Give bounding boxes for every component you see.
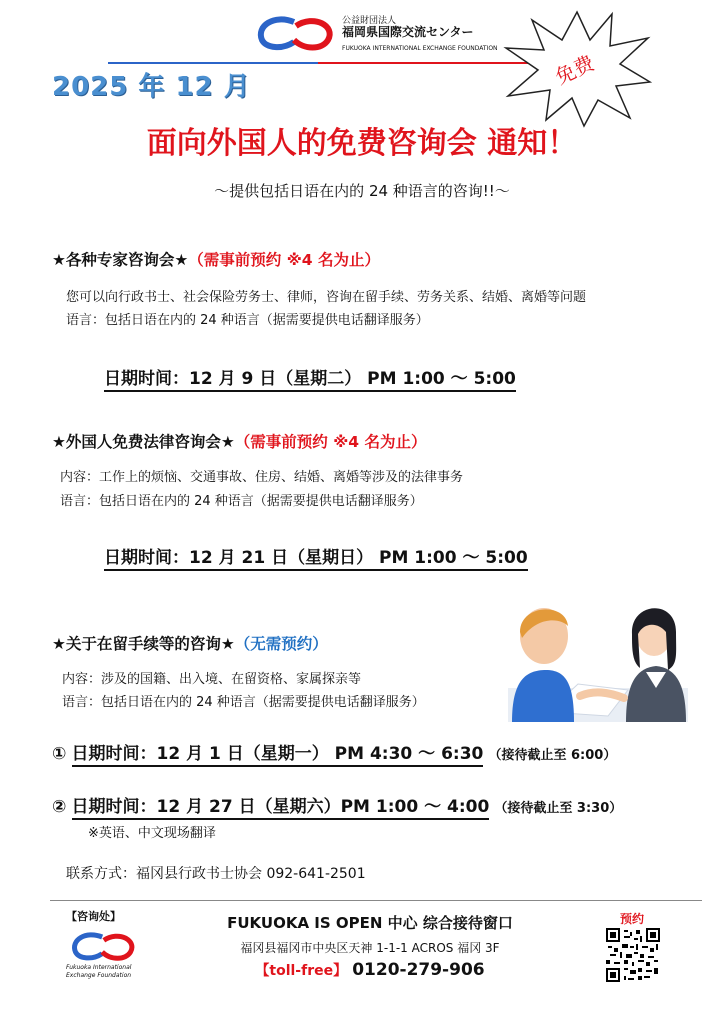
reservation-label: 预约 [620, 912, 645, 926]
foundation-logo [254, 12, 514, 56]
section-legal-consultation-language: 语言：包括日语在内的 24 种语言（据需要提供电话翻译服务） [60, 494, 423, 509]
org-english-name: FUKUOKA INTERNATIONAL EXCHANGE FOUNDATION [342, 45, 498, 52]
free-badge-text: 免费 [551, 50, 598, 90]
footer-center-info [180, 912, 560, 980]
reservation-qr-code[interactable] [606, 928, 660, 982]
center-address: 福冈县福冈市中央区天神 1-1-1 ACROS 福冈 3F [240, 941, 500, 955]
tollfree-line [180, 960, 560, 980]
header-rule [108, 62, 528, 64]
center-name: FUKUOKA IS OPEN 中心 综合接待窗口 [227, 914, 513, 932]
section-residence-procedure-heading: ★关于在留手续等的咨询★（无需预约） [52, 635, 328, 653]
session-datetime: 日期时间：12 月 1 日（星期一） PM 4:30 ～ 6:30 [72, 739, 484, 767]
free-badge [502, 8, 652, 128]
section-expert-consultation-datetime: 日期时间：12 月 9 日（星期二） PM 1:00 ～ 5:00 [104, 364, 516, 392]
footer-rule [50, 900, 702, 901]
section-expert-consultation-heading: ★各种专家咨询会★（需事前预约 ※4 名为止） [52, 251, 380, 269]
consultation-people-icon [508, 592, 688, 722]
tollfree-label: 【toll-free】 [255, 963, 348, 979]
section-expert-consultation-language: 语言：包括日语在内的 24 种语言（据需要提供电话翻译服务） [66, 313, 429, 328]
session-datetime: 日期时间：12 月 27 日（星期六）PM 1:00 ～ 4:00 [72, 792, 490, 820]
section-legal-consultation-content: 内容：工作上的烦恼、交通事故、住房、结婚、离婚等涉及的法律事务 [60, 470, 464, 485]
datetime-session-2 [52, 792, 622, 820]
consultation-illustration [508, 592, 688, 722]
footer-logo-text2: Exchange Foundation [66, 972, 132, 979]
footer-logo [60, 932, 146, 982]
foundation-logo-mark-icon [254, 16, 336, 52]
org-name: 福岡県国際交流センター [342, 25, 474, 39]
qr-code-icon [606, 928, 660, 982]
reservation-note: （需事前预约 ※4 名为止） [234, 433, 427, 451]
section-residence-procedure-language: 语言：包括日语在内的 24 种语言（据需要提供电话翻译服务） [62, 695, 425, 710]
section-residence-procedure-content: 内容：涉及的国籍、出入境、在留资格、家属探亲等 [62, 672, 362, 687]
tollfree-number: 0120-279-906 [352, 960, 485, 980]
datetime-session-1 [52, 739, 616, 767]
section-legal-consultation-datetime: 日期时间：12 月 21 日（星期日） PM 1:00 ～ 5:00 [104, 543, 528, 571]
interpretation-note: ※英语、中文现场翻译 [88, 826, 216, 841]
footer-inquiry-label: 【咨询处】 [66, 910, 121, 923]
org-line1: 公益財団法人 [342, 16, 397, 26]
event-month: 2025 年 12 月 [52, 72, 251, 102]
session-cutoff: （接待截止至 6:00） [488, 748, 617, 763]
page-title: 面向外国人的免费咨询会 通知！ [146, 126, 578, 161]
reservation-note: （需事前预约 ※4 名为止） [188, 251, 380, 269]
section-legal-consultation-heading: ★外国人免费法律咨询会★（需事前预约 ※4 名为止） [52, 433, 427, 451]
session-cutoff: （接待截止至 3:30） [494, 801, 623, 816]
page-subtitle: ～提供包括日语在内的 24 种语言的咨询!!～ [214, 182, 510, 200]
contact-info: 联系方式：福冈县行政书士协会 092-641-2501 [66, 866, 366, 882]
session-number: ② [52, 797, 67, 817]
footer-logo-text1: Fukuoka International [66, 964, 132, 971]
section-expert-consultation-content: 您可以向行政书士、社会保险劳务士、律师，咨询在留手续、劳务关系、结婚、离婚等问题 [66, 290, 587, 305]
foundation-logo-mark-icon [68, 932, 138, 962]
no-reservation-note: （无需预约） [234, 635, 328, 653]
session-number: ① [52, 744, 67, 764]
